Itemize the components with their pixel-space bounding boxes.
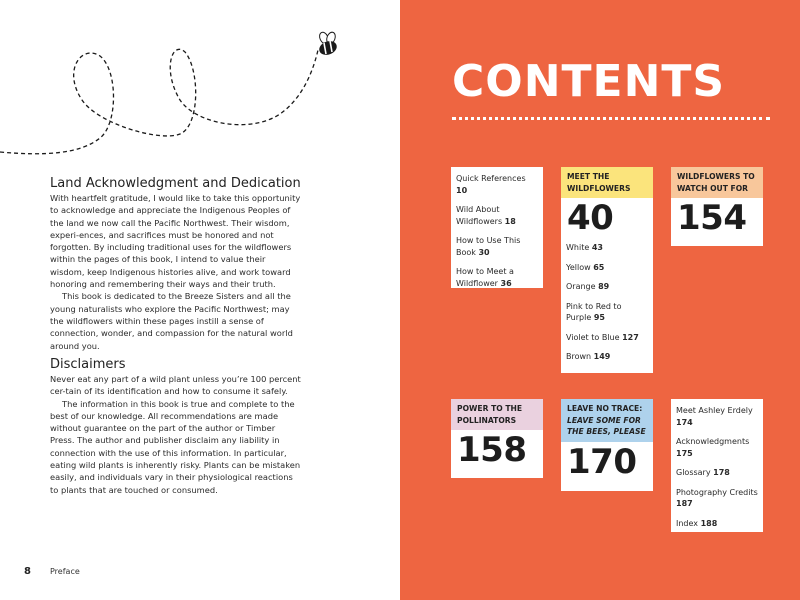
disclaimer-paragraph-2: The information in this book is true and complete to the best of our knowledge. All recommendations are made without guarantee on the part of the author or Timber Press. The author and publisher disclaim any liability in connection with the use of this information. In particular, eating wild plants is inherently risky. Plants can be mistaken easily, and individuals vary in their physiological reactions to plants that are touched or consumed. [50,398,301,495]
toc-entry-glossary[interactable]: Glossary 178 [676,468,730,477]
section-page-number: 158 [457,430,527,470]
disclaimer-paragraph-1: Never eat any part of a wild plant unless you’re 100 percent cer-tain of its identification and how to consume it safely. [50,374,301,397]
disclaimers-heading: Disclaimers [50,357,126,372]
toc-entry-orange[interactable]: Orange 89 [566,282,610,291]
toc-entry-photography-credits[interactable]: Photography Credits 187 [676,487,758,508]
running-footer: Preface [50,567,80,576]
toc-card-leave-no-trace[interactable] [561,399,653,491]
section-header-meet: MEET THE WILDFLOWERS [561,167,653,198]
toc-entry-how-to-use[interactable]: How to Use This Book 30 [456,236,521,257]
toc-card-power-to-pollinators[interactable] [451,399,543,478]
land-acknowledgment-section [50,176,302,352]
section-header-watch: WILDFLOWERS TO WATCH OUT FOR [671,167,763,198]
bee-icon [317,31,338,57]
disclaimers-section [50,357,302,496]
dotted-divider [452,117,770,120]
bee-flight-illustration [0,30,360,170]
toc-card-wildflowers-to-watch[interactable] [671,167,763,246]
toc-entry-wild-about-wildflowers[interactable]: Wild About Wildflowers 18 [456,205,516,226]
toc-entry-brown[interactable]: Brown 149 [566,352,611,361]
toc-entry-acknowledgments[interactable]: Acknowledgments 175 [676,437,750,458]
page-number: 8 [24,566,31,577]
contents-title: CONTENTS [452,56,726,107]
dedication-paragraph: This book is dedicated to the Breeze Sisters and all the young naturalists who explore the Pacific Northwest; may the wildflowers within these pages instill a sense of connection, wonder, and compassion for the natural world around you. [50,291,293,351]
toc-entry-quick-references[interactable]: Quick References 10 [456,174,526,195]
section-header-leave-no-trace [561,399,653,442]
land-acknowledgment-paragraph: With heartfelt gratitude, I would like to take this opportunity to acknowledge and appreciate the Indigenous Peoples of the land we now call the Pacific Northwest. Their wisdom, experi-ences, and sacrifices must be honored and not forgotten. By including traditional uses for the wildflowers within the pages of this book, I intend to value their wisdom, keep Indigenous histories alive, and work toward honoring and remembering their ways and their truth. [50,193,301,290]
toc-card-intro [451,167,543,288]
toc-entry-pink-red-purple[interactable]: Pink to Red to Purple 95 [566,301,622,322]
toc-card-back-matter [671,399,763,532]
toc-entry-white[interactable]: White 43 [566,243,603,252]
header-line-2: LEAVE SOME FOR THE BEES, PLEASE [567,415,646,436]
header-line-1: LEAVE NO TRACE: [567,404,643,413]
toc-entry-how-to-meet[interactable]: How to Meet a Wildflower 36 [456,267,514,288]
section-header-pollinators: POWER TO THE POLLINATORS [451,399,543,430]
land-acknowledgment-heading: Land Acknowledgment and Dedication [50,176,301,191]
section-page-number: 170 [567,441,637,482]
toc-entry-index[interactable]: Index 188 [676,518,718,528]
toc-entry-violet-blue[interactable]: Violet to Blue 127 [566,332,639,342]
toc-entry-meet-ashley[interactable]: Meet Ashley Erdely 174 [676,406,753,427]
dashed-flight-path [0,49,318,153]
toc-entry-yellow[interactable]: Yellow 65 [566,262,605,272]
section-page-number: 40 [567,198,614,238]
section-page-number: 154 [677,198,747,238]
toc-card-meet-the-wildflowers[interactable] [561,167,653,373]
